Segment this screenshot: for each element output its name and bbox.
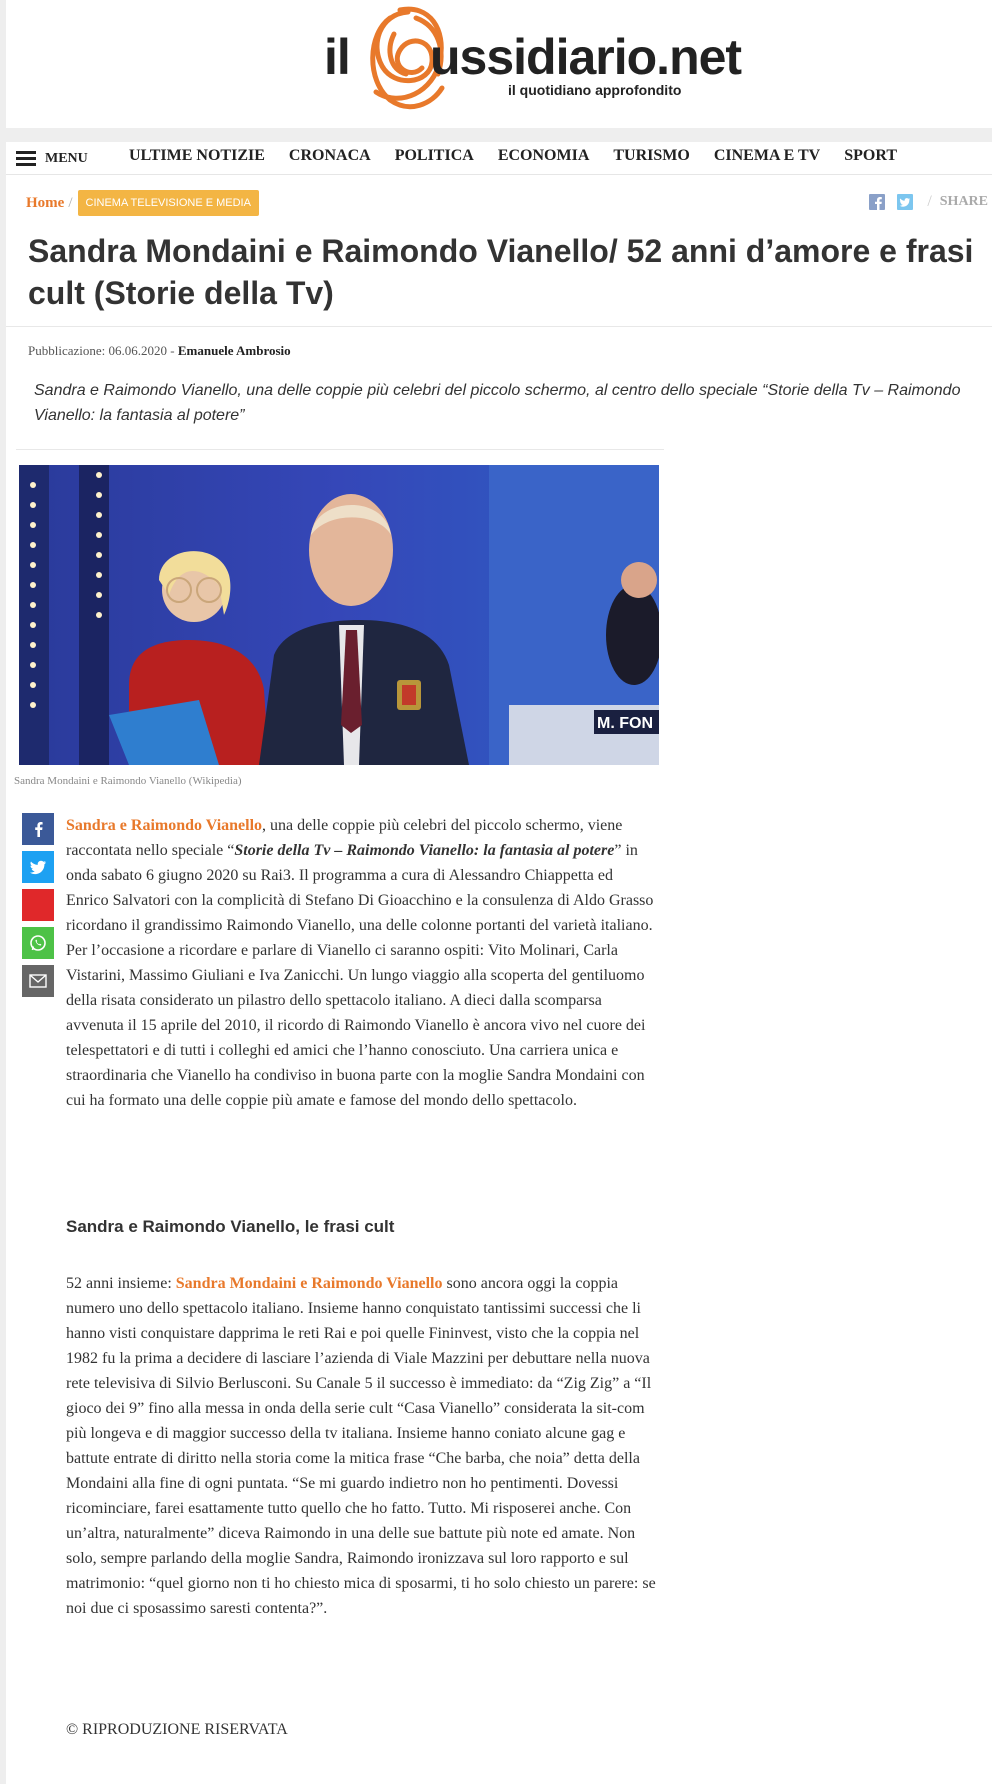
hero-image[interactable] <box>19 465 659 765</box>
share-row <box>857 190 988 214</box>
menu-button[interactable] <box>16 148 88 170</box>
image-caption: Sandra Mondaini e Raimondo Vianello (Wikipedia) <box>14 775 242 787</box>
whatsapp-icon <box>29 934 47 952</box>
title-divider <box>6 326 992 327</box>
site-header <box>6 0 992 128</box>
article-link-vianello[interactable]: Sandra e Raimondo Vianello <box>66 817 263 834</box>
share-separator: / <box>927 193 932 210</box>
breadcrumb <box>26 188 259 218</box>
nav-item-cinema-e-tv[interactable]: CINEMA E TV <box>713 147 821 164</box>
copyright-notice: © RIPRODUZIONE RISERVATA <box>66 1721 288 1738</box>
pub-label: Pubblicazione: <box>28 343 106 358</box>
left-rail <box>0 0 6 1784</box>
red-share-button[interactable] <box>22 889 54 921</box>
subtitle-divider <box>16 449 664 450</box>
logo-tagline: il quotidiano approfondito <box>508 82 682 98</box>
publication-info <box>28 343 291 359</box>
studio-sign-text: M. FON <box>597 715 653 732</box>
paragraph-text: sono ancora oggi la coppia numero uno dello spettacolo italiano. Insieme hanno conquistato tantissimi successi che li hanno visti conquistare dapprima le reti Rai e poi quelle Fininvest, visto che la coppia nel 1982 fu la prima a decidere di lasciare l’azienda di Viale Mazzini per debuttare nella nuova rete televisiva di Silvio Berlusconi. Su Canale 5 il successo è immediato: da “Zig Zig” a “Il gioco dei 9” fino alla messa in onda della serie cult “Casa Vianello” considerata la sit-com più longeva e di maggior successo della tv italiana. Insieme hanno coniato alcune gag e battute entrate di diritto nella storia come la mitica frase “Che barba, che noia” detta della Mondaini alla fine di ogni puntata. “Se mi guardo indietro non ho pentimenti. Dovessi ricominciare, farei esattamente tutto quello che ho fatto. Tutto. Mi risposerei anche. Con un’altra, naturalmente” diceva Raimondo in una delle sue battute più note ed amate. Non solo, sempre parlando della moglie Sandra, Raimondo ironizzava sul loro rapporto e sul matrimonio: “quel giorno non ti ho chiesto mica di sposarmi, ti ho solo chiesto un parere: se noi due ci sposassimo saresti contenta?”. <box>66 1275 656 1617</box>
nav-item-sport[interactable]: SPORT <box>844 147 897 164</box>
share-label[interactable]: SHARE <box>939 194 988 209</box>
nav-items <box>129 147 921 165</box>
header-band <box>6 128 992 142</box>
paragraph-text: 52 anni insieme: <box>66 1275 176 1292</box>
pub-separator: - <box>167 343 178 358</box>
paragraph-text: ” in onda sabato 6 giugno 2020 su Rai3. Il programma a cura di Alessandro Chiappetta ed Enrico Salvatori con la complicità di Stefano Di Gioacchino e la consulenza di Aldo Grasso ricordano il grandissimo Raimondo Vianello, una delle colonne portanti del varietà italiano. Per l’occasione a ricordare e parlare di Vianello ci saranno ospiti: Vito Molinari, Carla Vistarini, Massimo Giuliani e Iva Zanicchi. Un lungo viaggio alla scoperta del gentiluomo della risata considerato un pilastro dello spettacolo italiano. A dieci dalla scomparsa avvenuta il 15 aprile del 2010, il ricordo di Raimondo Vianello è ancora vivo nel cuore dei telespettatori e di tutti i colleghi ed amici che l’hanno conosciuto. Una carriera unica e straordinaria che Vianello ha condiviso in buona parte con la moglie Sandra Mondaini con cui ha formato una delle coppie più amate e famose del mondo dello spettacolo. <box>66 842 654 1109</box>
facebook-share-button[interactable] <box>22 813 54 845</box>
hamburger-icon <box>16 151 36 167</box>
nav-item-turismo[interactable]: TURISMO <box>613 147 690 164</box>
whatsapp-share-button[interactable] <box>22 927 54 959</box>
twitter-icon <box>29 859 47 875</box>
article-subtitle: Sandra e Raimondo Vianello, una delle coppie più celebri del piccolo schermo, al centro dello speciale “Storie della Tv – Raimondo Vianello: la fantasia al potere” <box>34 382 961 424</box>
share-sidebar <box>22 813 54 1003</box>
site-logo[interactable] <box>318 4 742 116</box>
category-badge[interactable]: CINEMA TELEVISIONE E MEDIA <box>78 190 259 216</box>
breadcrumb-separator: / <box>68 194 73 211</box>
article-link-mondaini-vianello[interactable]: Sandra Mondaini e Raimondo Vianello <box>175 1275 443 1292</box>
logo-il: il <box>324 29 350 85</box>
tv-studio-photo <box>19 465 659 765</box>
facebook-icon <box>31 821 45 837</box>
paragraph-text: , una delle coppie più celebri del piccolo schermo, viene raccontata nello speciale “ <box>66 817 623 859</box>
nav-item-cronaca[interactable]: CRONACA <box>288 147 371 164</box>
menu-label: MENU <box>45 151 88 166</box>
program-title: Storie della Tv – Raimondo Vianello: la fantasia al potere <box>234 842 615 859</box>
email-share-button[interactable] <box>22 965 54 997</box>
author-name[interactable]: Emanuele Ambrosio <box>177 343 291 358</box>
twitter-icon[interactable] <box>897 194 913 210</box>
paragraph-1 <box>66 813 656 1113</box>
mail-icon <box>29 974 47 988</box>
logo-name: ussidiario.net <box>430 29 742 85</box>
pub-date: 06.06.2020 <box>108 343 168 358</box>
nav-item-politica[interactable]: POLITICA <box>394 147 474 164</box>
nav-item-ultime-notizie[interactable]: ULTIME NOTIZIE <box>129 147 265 164</box>
twitter-share-button[interactable] <box>22 851 54 883</box>
paragraph-2 <box>66 1271 656 1621</box>
nav-item-economia[interactable]: ECONOMIA <box>497 147 590 164</box>
facebook-icon[interactable] <box>869 194 885 210</box>
main-nav <box>6 142 992 175</box>
breadcrumb-home-link[interactable]: Home <box>26 194 65 211</box>
article-body <box>66 813 656 1113</box>
section-heading: Sandra e Raimondo Vianello, le frasi cult <box>66 1217 395 1236</box>
article-body-2 <box>66 1271 656 1621</box>
article-title: Sandra Mondaini e Raimondo Vianello/ 52 anni d’amore e frasi cult (Storie della Tv) <box>28 233 974 311</box>
